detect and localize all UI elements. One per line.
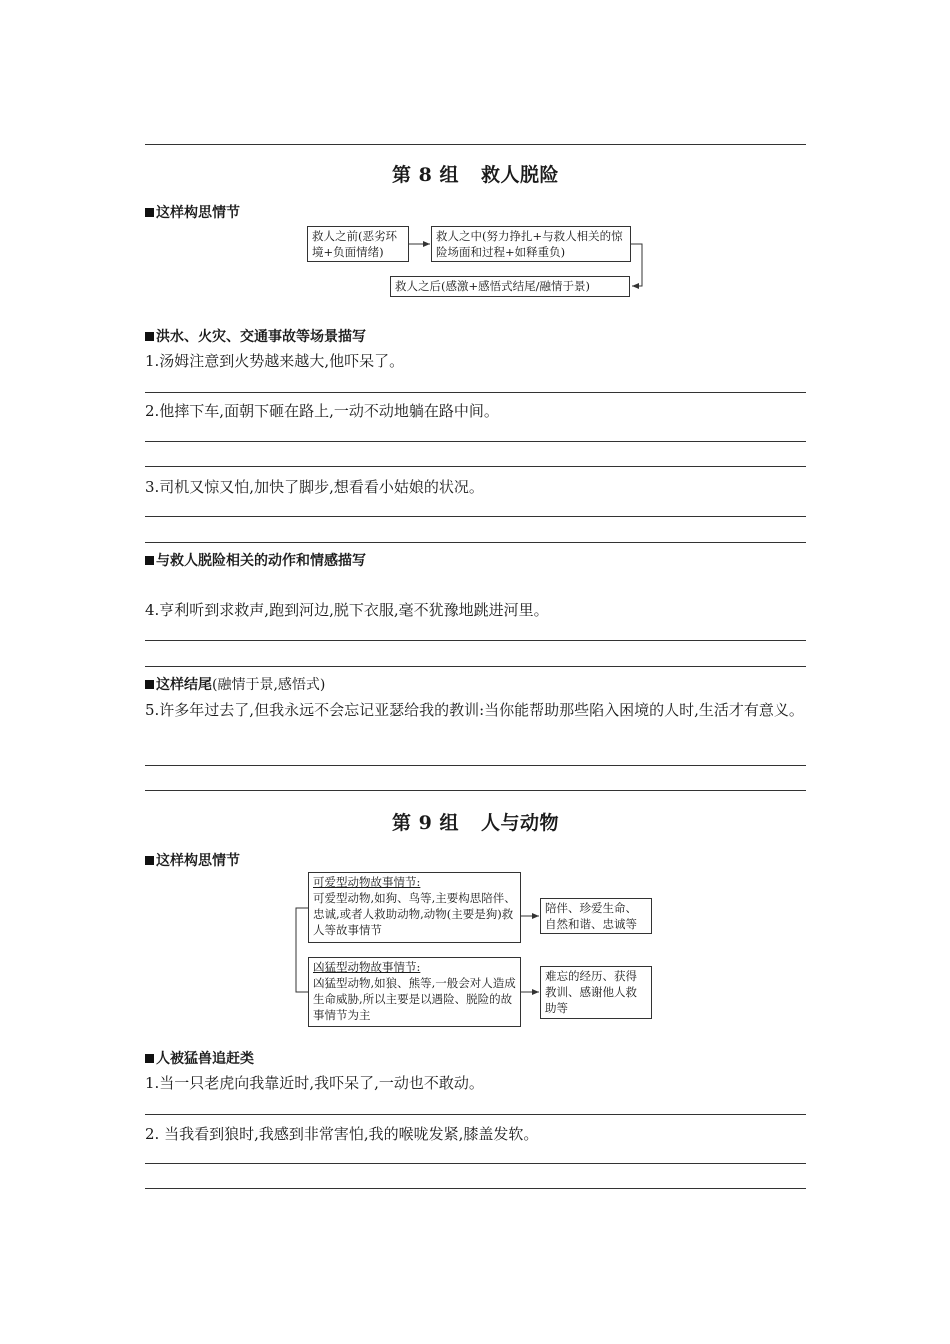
fierce-animal-box-body: 凶猛型动物,如狼、熊等,一般会对人造成生命威胁,所以主要是以遇险、脱险的故事情节为主	[313, 976, 516, 1022]
square-bullet-icon	[145, 1054, 154, 1063]
heading-text: 这样构思情节	[156, 205, 240, 221]
section8-title-number: 第 8 组	[392, 164, 459, 186]
section9-title-name: 人与动物	[480, 812, 559, 834]
heading-note: (融情于景,感悟式)	[212, 677, 326, 693]
fierce-animal-box-title: 凶猛型动物故事情节:	[313, 960, 421, 974]
section8-sentence-4: 4.亨利听到求救声,跑到河边,脱下衣服,毫不犹豫地跳进河里。	[145, 601, 549, 619]
section9-sentence-2: 2. 当我看到狼时,我感到非常害怕,我的喉咙发紧,膝盖发软。	[145, 1125, 539, 1143]
flow-box-after-text: 救人之后(感激+感悟式结尾/融情于景)	[395, 279, 590, 293]
heading-text: 洪水、火灾、交通事故等场景描写	[156, 329, 366, 345]
cute-animal-box-body: 可爱型动物,如狗、鸟等,主要构思陪伴、忠诚,或者人救助动物,动物(主要是狗)救人等故事情节	[313, 891, 516, 937]
heading-text: 人被猛兽追赶类	[156, 1051, 254, 1067]
section8-title-name: 救人脱险	[480, 164, 559, 186]
answer-line	[145, 1163, 806, 1164]
heading-text: 与救人脱险相关的动作和情感描写	[156, 553, 366, 569]
fierce-animal-result-text: 难忘的经历、获得教训、感谢他人救助等	[545, 969, 637, 1015]
section9-chase-heading	[145, 1048, 254, 1068]
animal-bracket	[296, 908, 308, 992]
cute-animal-result-text: 陪伴、珍爱生命、自然和谐、忠诚等	[545, 901, 637, 931]
section8-sentence-3: 3.司机又惊又怕,加快了脚步,想看看小姑娘的状况。	[145, 478, 484, 496]
answer-line	[145, 1188, 806, 1189]
section9-sentence-1: 1.当一只老虎向我靠近时,我吓呆了,一动也不敢动。	[145, 1074, 484, 1092]
heading-text: 这样结尾	[156, 677, 212, 693]
section8-sentence-1: 1.汤姆注意到火势越来越大,他吓呆了。	[145, 352, 405, 370]
answer-line	[145, 1114, 806, 1115]
cute-animal-box-title: 可爱型动物故事情节:	[313, 875, 421, 889]
section8-sentence-2: 2.他摔下车,面朝下砸在路上,一动不动地躺在路中间。	[145, 402, 499, 420]
section8-sentence-5: 5.许多年过去了,但我永远不会忘记亚瑟给我的教训:当你能帮助那些陷入困境的人时,生活才有意义。	[145, 701, 804, 719]
flow-box-during-text: 救人之中(努力挣扎+与救人相关的惊险场面和过程+如释重负)	[436, 229, 623, 259]
heading-text: 这样构思情节	[156, 853, 240, 869]
flow-box-before-text: 救人之前(恶劣环境+负面情绪)	[312, 229, 397, 259]
section9-title-number: 第 9 组	[392, 812, 459, 834]
